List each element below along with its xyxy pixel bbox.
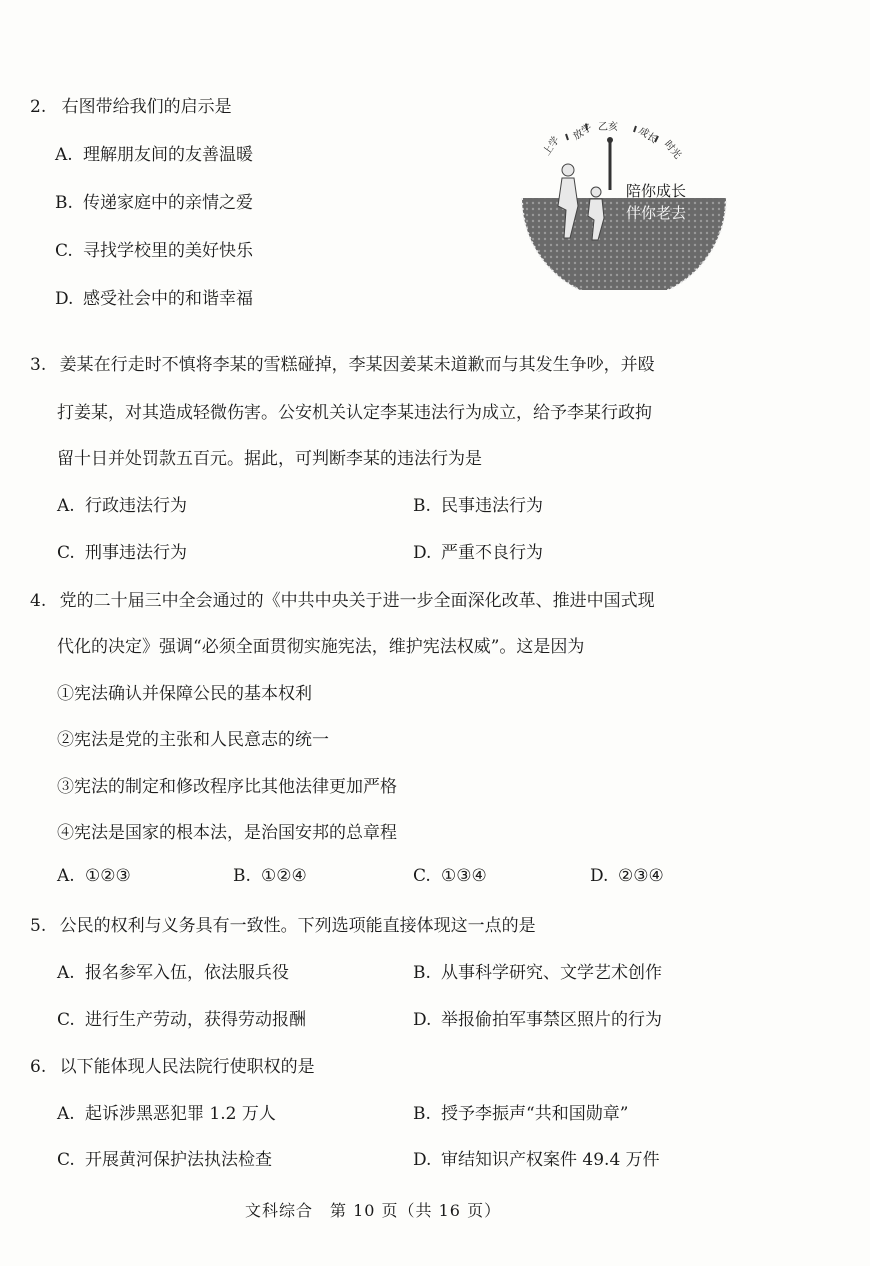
option-text: 感受社会中的和谐幸福 — [83, 289, 253, 309]
q4-stem-line-2: 代化的决定》强调“必须全面贯彻实施宪法，维护宪法权威”。这是因为 — [57, 637, 585, 657]
option-text: 理解朋友间的友善温暖 — [83, 145, 253, 165]
dial-half-disc — [522, 198, 726, 290]
option-label: B. — [413, 1104, 431, 1124]
option-label: D. — [55, 289, 74, 309]
q4-item-3: ③宪法的制定和修改程序比其他法律更加严格 — [57, 777, 397, 797]
arc-label: 时光 — [661, 138, 683, 162]
q2-option-b[interactable] — [55, 188, 253, 213]
option-text: 举报偷拍军事禁区照片的行为 — [441, 1010, 662, 1030]
option-label: A. — [57, 1104, 75, 1124]
option-text: 授予李振声“共和国勋章” — [441, 1104, 629, 1124]
q5-number: 5. — [30, 916, 47, 936]
option-text: ①②④ — [261, 866, 307, 886]
q3-option-b[interactable] — [413, 491, 543, 516]
option-label: D. — [413, 543, 432, 563]
slogan-line-1: 陪你成长 — [626, 183, 687, 200]
arc-label: 乙亥 — [598, 122, 618, 133]
tick — [634, 126, 636, 132]
q2-figure — [518, 110, 730, 290]
option-text: ①③④ — [441, 866, 487, 886]
q6-stem-text: 以下能体现人民法院行使职权的是 — [59, 1057, 315, 1077]
option-text: 寻找学校里的美好快乐 — [83, 241, 253, 261]
option-text: ①②③ — [85, 866, 131, 886]
option-text: 刑事违法行为 — [85, 543, 187, 563]
q4-stem-line-1 — [30, 586, 655, 611]
page-footer: 文科综合 第 10 页（共 16 页） — [245, 1201, 502, 1220]
option-label: C. — [55, 241, 73, 261]
option-label: B. — [413, 496, 431, 516]
option-label: C. — [57, 1150, 75, 1170]
q4-option-c[interactable] — [413, 866, 487, 886]
arc-label: 成长 — [636, 125, 659, 146]
option-label: A. — [55, 145, 73, 165]
q6-number: 6. — [30, 1057, 47, 1077]
q5-stem — [30, 911, 536, 936]
option-label: D. — [413, 1150, 432, 1170]
q3-stem-line-3: 留十日并处罚款五百元。据此，可判断李某的违法行为是 — [57, 449, 482, 469]
q2-option-c[interactable] — [55, 236, 253, 261]
option-label: A. — [57, 496, 75, 516]
arc-label: 上学 — [541, 135, 562, 158]
q4-item-2: ②宪法是党的主张和人民意志的统一 — [57, 730, 329, 750]
q2-number: 2. — [30, 97, 47, 117]
option-label: D. — [413, 1010, 432, 1030]
q2-stem — [30, 92, 232, 117]
q5-option-b[interactable] — [413, 958, 662, 983]
option-text: 开展黄河保护法执法检查 — [85, 1150, 272, 1170]
q3-option-a[interactable] — [57, 491, 187, 516]
option-text: 严重不良行为 — [441, 543, 543, 563]
q2-option-d[interactable] — [55, 284, 253, 309]
q5-option-c[interactable] — [57, 1005, 306, 1030]
option-text: 审结知识产权案件 49.4 万件 — [441, 1150, 660, 1170]
option-label: B. — [413, 963, 431, 983]
option-text: 从事科学研究、文学艺术创作 — [441, 963, 662, 983]
arc-label: 放学 — [571, 121, 595, 143]
option-text: 报名参军入伍，依法服兵役 — [85, 963, 289, 983]
q5-option-a[interactable] — [57, 958, 289, 983]
q3-stem-line-2: 打姜某，对其造成轻微伤害。公安机关认定李某违法行为成立，给予李某行政拘 — [57, 403, 652, 423]
q3-stem-text: 姜某在行走时不慎将李某的雪糕碰掉，李某因姜某未道歉而与其发生争吵，并殴 — [59, 355, 655, 375]
q4-option-a[interactable] — [57, 866, 131, 886]
option-text: ②③④ — [618, 866, 664, 886]
q4-stem-text: 党的二十届三中全会通过的《中共中央关于进一步全面深化改革、推进中国式现 — [59, 591, 655, 611]
tick — [566, 134, 568, 140]
q4-option-d[interactable] — [590, 866, 664, 886]
option-label: A. — [57, 866, 75, 886]
q6-option-b[interactable] — [413, 1099, 628, 1124]
q3-option-c[interactable] — [57, 538, 187, 563]
option-text: 行政违法行为 — [85, 496, 187, 516]
q4-option-b[interactable] — [233, 866, 307, 886]
q2-stem-text: 右图带给我们的启示是 — [61, 97, 232, 117]
slogan-line-2: 伴你老去 — [626, 205, 687, 222]
q3-number: 3. — [30, 355, 47, 375]
option-label: C. — [413, 866, 431, 886]
q6-option-d[interactable] — [413, 1145, 660, 1170]
option-label: B. — [233, 866, 251, 886]
option-text: 起诉涉黑恶犯罪 1.2 万人 — [85, 1104, 276, 1124]
option-text: 传递家庭中的亲情之爱 — [83, 193, 253, 213]
option-text: 进行生产劳动，获得劳动报酬 — [85, 1010, 306, 1030]
q4-item-4: ④宪法是国家的根本法，是治国安邦的总章程 — [57, 823, 397, 843]
q6-option-c[interactable] — [57, 1145, 272, 1170]
option-label: D. — [590, 866, 609, 886]
q6-stem — [30, 1052, 315, 1077]
q5-stem-text: 公民的权利与义务具有一致性。下列选项能直接体现这一点的是 — [59, 916, 536, 936]
q4-number: 4. — [30, 591, 47, 611]
option-label: A. — [57, 963, 75, 983]
option-label: C. — [57, 1010, 75, 1030]
q3-stem-line-1 — [30, 350, 655, 375]
option-text: 民事违法行为 — [441, 496, 543, 516]
option-label: C. — [57, 543, 75, 563]
dial-illustration — [518, 110, 730, 290]
hand-tip — [607, 137, 613, 143]
q5-option-d[interactable] — [413, 1005, 662, 1030]
q6-option-a[interactable] — [57, 1099, 276, 1124]
q2-option-a[interactable] — [55, 140, 253, 165]
q4-item-1: ①宪法确认并保障公民的基本权利 — [57, 684, 312, 704]
q3-option-d[interactable] — [413, 538, 543, 563]
option-label: B. — [55, 193, 73, 213]
